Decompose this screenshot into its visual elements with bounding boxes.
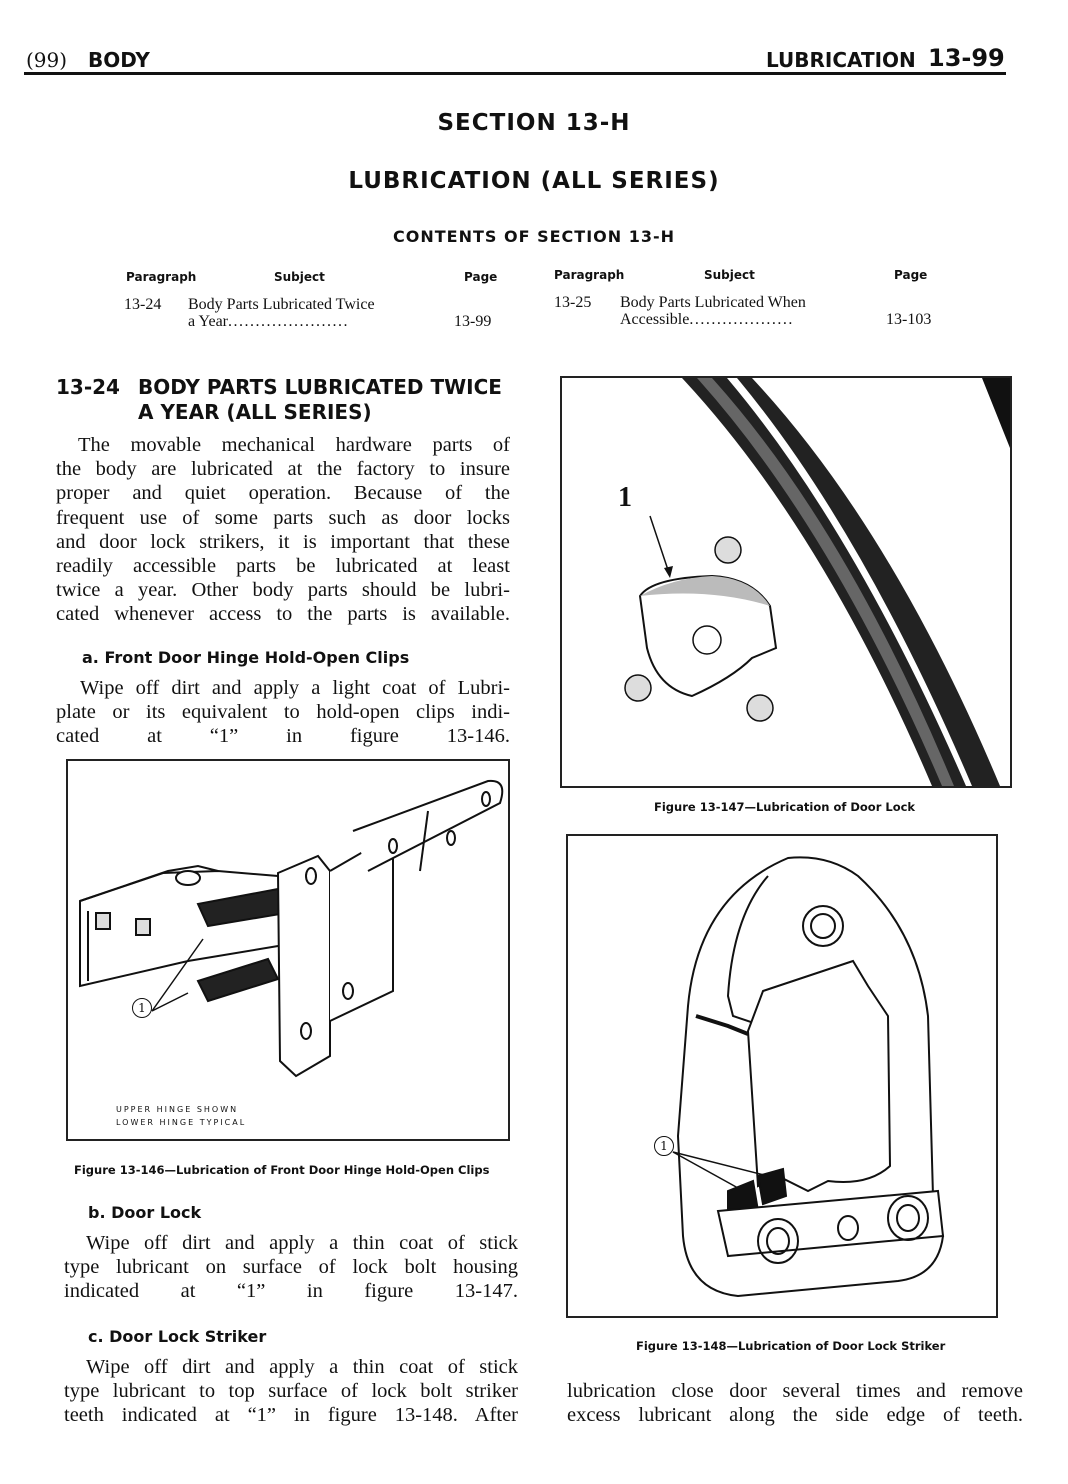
figure-13-146 xyxy=(66,759,510,1141)
text-line: Wipe off dirt and apply a thin coat of stick xyxy=(86,1356,518,1378)
toc-entry-link[interactable] xyxy=(188,313,349,331)
section-subtitle: LUBRICATION (ALL SERIES) xyxy=(348,168,720,194)
page-number-right: 13-99 xyxy=(928,44,1005,72)
text-line: readily accessible parts be lubricated at least xyxy=(56,555,510,578)
figure-13-147 xyxy=(560,376,1012,788)
text-line: cated at “1” in figure 13-146. xyxy=(56,725,510,748)
text-line: proper and quiet operation. Because of the xyxy=(56,482,510,505)
figure-13-146-caption: Figure 13-146—Lubrication of Front Door Hinge Hold-Open Clips xyxy=(74,1163,490,1177)
door-lock-striker-illustration xyxy=(568,836,996,1316)
text-line: type lubricant on surface of lock bolt housing xyxy=(64,1256,518,1279)
subsection-c-continuation xyxy=(567,1379,1023,1427)
toc-col-page: Page xyxy=(894,268,928,282)
toc-entry-paragraph: 13-25 xyxy=(554,294,592,311)
text-line: plate or its equivalent to hold-open clips indi- xyxy=(56,701,510,724)
text-line: Wipe off dirt and apply a light coat of Lubri- xyxy=(80,677,510,699)
callout-1: 1 xyxy=(132,998,152,1018)
door-lock-photo xyxy=(562,378,1010,786)
subsection-b-paragraph xyxy=(64,1231,518,1304)
figure-note: LOWER HINGE TYPICAL xyxy=(116,1118,247,1127)
text-line: excess lubricant along the side edge of teeth. xyxy=(567,1404,1023,1427)
article-number: 13-24 xyxy=(56,375,120,399)
toc-leader: ...................... xyxy=(228,313,349,330)
subsection-a-heading: a. Front Door Hinge Hold-Open Clips xyxy=(82,648,410,667)
intro-paragraph xyxy=(56,433,510,627)
toc-entry-link[interactable] xyxy=(620,311,794,329)
text-line: lubrication close door several times and remove xyxy=(567,1380,1023,1402)
toc-entry-subject-cont: Accessible xyxy=(620,311,690,328)
page-number-left: (99) xyxy=(26,48,68,72)
callout-1: 1 xyxy=(618,482,632,513)
subsection-b-heading: b. Door Lock xyxy=(88,1203,202,1222)
door-hinge-illustration xyxy=(68,761,508,1139)
figure-note: UPPER HINGE SHOWN xyxy=(116,1105,239,1114)
figure-13-148 xyxy=(566,834,998,1318)
text-line: teeth indicated at “1” in figure 13-148. After xyxy=(64,1404,518,1427)
text-line: indicated at “1” in figure 13-147. xyxy=(64,1280,518,1303)
subsection-c-paragraph xyxy=(64,1355,518,1428)
toc-col-subject: Subject xyxy=(274,270,325,284)
toc-entry-subject: Body Parts Lubricated When xyxy=(620,294,806,311)
header-rule xyxy=(24,72,1006,75)
toc-entry-page: 13-103 xyxy=(886,311,932,328)
text-line: type lubricant to top surface of lock bolt striker xyxy=(64,1380,518,1403)
article-heading: BODY PARTS LUBRICATED TWICE xyxy=(138,375,502,399)
subsection-a-paragraph xyxy=(56,676,510,749)
text-line: frequent use of some parts such as door locks xyxy=(56,506,510,529)
running-title-right: LUBRICATION xyxy=(766,48,916,72)
toc-entry-paragraph: 13-24 xyxy=(124,296,162,313)
toc-entry-subject-cont: a Year xyxy=(188,313,228,330)
toc-col-paragraph: Paragraph xyxy=(554,268,625,282)
callout-1: 1 xyxy=(654,1136,674,1156)
text-line: and door lock strikers, it is important that these xyxy=(56,530,510,553)
text-line: twice a year. Other body parts should be lubri- xyxy=(56,579,510,602)
subsection-c-heading: c. Door Lock Striker xyxy=(88,1327,267,1346)
toc-entry-page: 13-99 xyxy=(454,313,492,330)
figure-13-147-caption: Figure 13-147—Lubrication of Door Lock xyxy=(654,800,916,814)
section-title: SECTION 13-H xyxy=(437,110,631,136)
text-line: The movable mechanical hardware parts of xyxy=(78,434,510,456)
toc-entry-subject: Body Parts Lubricated Twice xyxy=(188,296,375,313)
article-heading-cont: A YEAR (ALL SERIES) xyxy=(138,400,372,424)
text-line: Wipe off dirt and apply a thin coat of stick xyxy=(86,1232,518,1254)
contents-title: CONTENTS OF SECTION 13-H xyxy=(393,227,675,246)
text-line: the body are lubricated at the factory to insure xyxy=(56,458,510,481)
text-line: cated whenever access to the parts is available. xyxy=(56,603,510,626)
figure-13-148-caption: Figure 13-148—Lubrication of Door Lock Striker xyxy=(636,1339,946,1353)
running-title-left: BODY xyxy=(88,48,150,72)
toc-col-page: Page xyxy=(464,270,498,284)
toc-col-paragraph: Paragraph xyxy=(126,270,197,284)
toc-col-subject: Subject xyxy=(704,268,755,282)
toc-leader: ................... xyxy=(689,311,794,328)
